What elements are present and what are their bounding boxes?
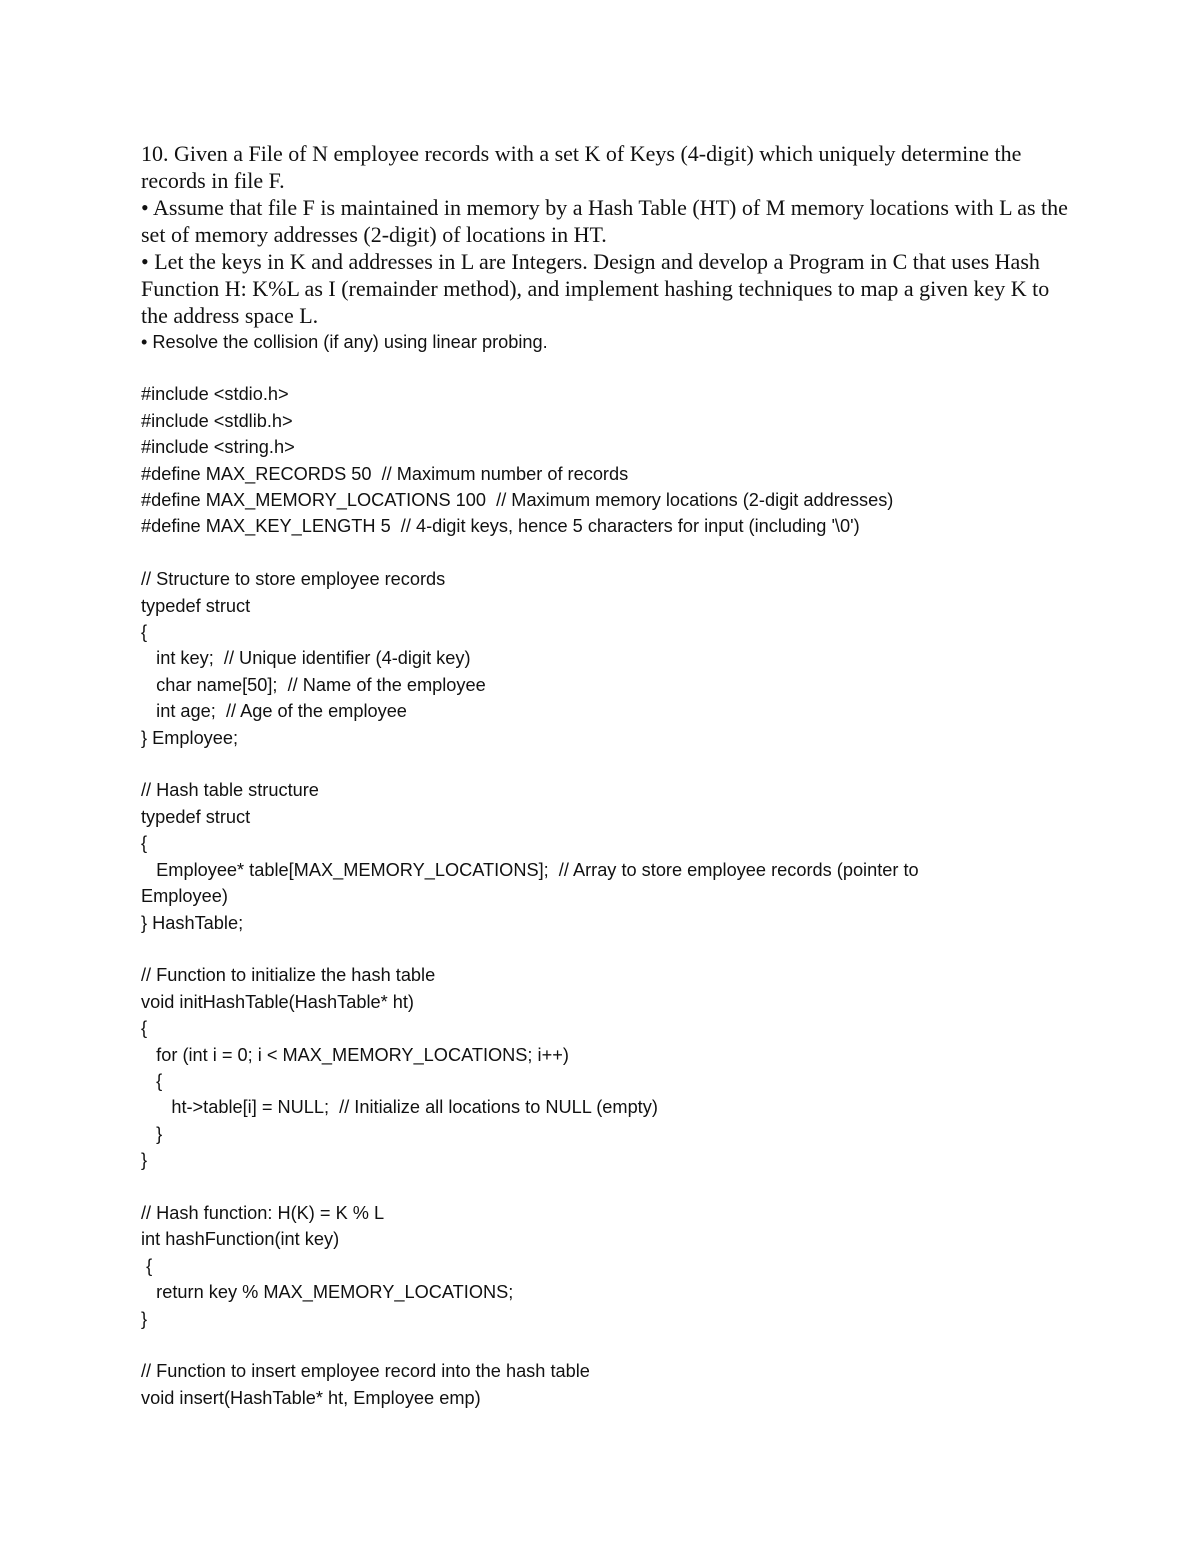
code-line: #define MAX_RECORDS 50 // Maximum number of records (141, 463, 629, 484)
code-line: #define MAX_MEMORY_LOCATIONS 100 // Maximum memory locations (2-digit addresses) (141, 490, 894, 511)
code-line: char name[50]; // Name of the employee (141, 674, 486, 695)
question-bullet-hash-table: • Assume that file F is maintained in memory by a Hash Table (HT) of M memory locations with L as the set of memory addresses (2-digit) of locations in HT. (141, 195, 1068, 247)
code-line: ht->table[i] = NULL; // Initialize all locations to NULL (empty) (141, 1097, 658, 1118)
code-line: int hashFunction(int key) (141, 1229, 340, 1250)
code-line: { (141, 1018, 148, 1039)
code-line: { (141, 1255, 153, 1276)
code-line: void insert(HashTable* ht, Employee emp) (141, 1387, 481, 1408)
code-line (141, 540, 1071, 566)
question-bullet-hash-function: • Let the keys in K and addresses in L are Integers. Design and develop a Program in C that uses Hash Function H: K%L as I (remainder method), and implement hashing techniques to map a given key K to the address space L. (141, 249, 1050, 328)
code-line: // Function to initialize the hash table (141, 965, 436, 986)
question-intro: 10. Given a File of N employee records with a set K of Keys (4-digit) which uniquely determine the records in file F. (141, 141, 1022, 193)
code-line: typedef struct (141, 806, 251, 827)
code-line: // Hash table structure (141, 780, 319, 801)
code-line: int age; // Age of the employee (141, 701, 407, 722)
code-line: #include <string.h> (141, 437, 295, 458)
question-bullet-collision: • Resolve the collision (if any) using linear probing. (141, 332, 548, 352)
code-line: } HashTable; (141, 912, 244, 933)
code-line: } (141, 1150, 148, 1171)
code-line (141, 1174, 1071, 1200)
code-line: int key; // Unique identifier (4-digit key) (141, 648, 471, 669)
code-line: { (141, 1070, 163, 1091)
document-content (141, 140, 1071, 1411)
code-line: } Employee; (141, 727, 239, 748)
code-line: } (141, 1308, 148, 1329)
code-line (141, 751, 1071, 777)
code-line: for (int i = 0; i < MAX_MEMORY_LOCATIONS; i++) (141, 1044, 569, 1065)
code-line: typedef struct (141, 595, 251, 616)
code-line: #include <stdlib.h> (141, 410, 293, 431)
code-line: // Hash function: H(K) = K % L (141, 1202, 385, 1223)
code-line: } (141, 1123, 163, 1144)
code-line: return key % MAX_MEMORY_LOCATIONS; (141, 1282, 514, 1303)
code-line: { (141, 833, 148, 854)
code-line: // Structure to store employee records (141, 569, 446, 590)
code-line (141, 936, 1071, 962)
code-line (141, 1332, 1071, 1358)
code-line: // Function to insert employee record into the hash table (141, 1361, 590, 1382)
code-line: #define MAX_KEY_LENGTH 5 // 4-digit keys, hence 5 characters for input (including '\0') (141, 516, 860, 537)
code-line: Employee* table[MAX_MEMORY_LOCATIONS]; // Array to store employee records (pointer to (141, 859, 919, 880)
code-line: #include <stdio.h> (141, 384, 289, 405)
code-line: Employee) (141, 886, 228, 907)
code-line: { (141, 622, 148, 643)
code-line: void initHashTable(HashTable* ht) (141, 991, 414, 1012)
code-block (141, 381, 1071, 1411)
